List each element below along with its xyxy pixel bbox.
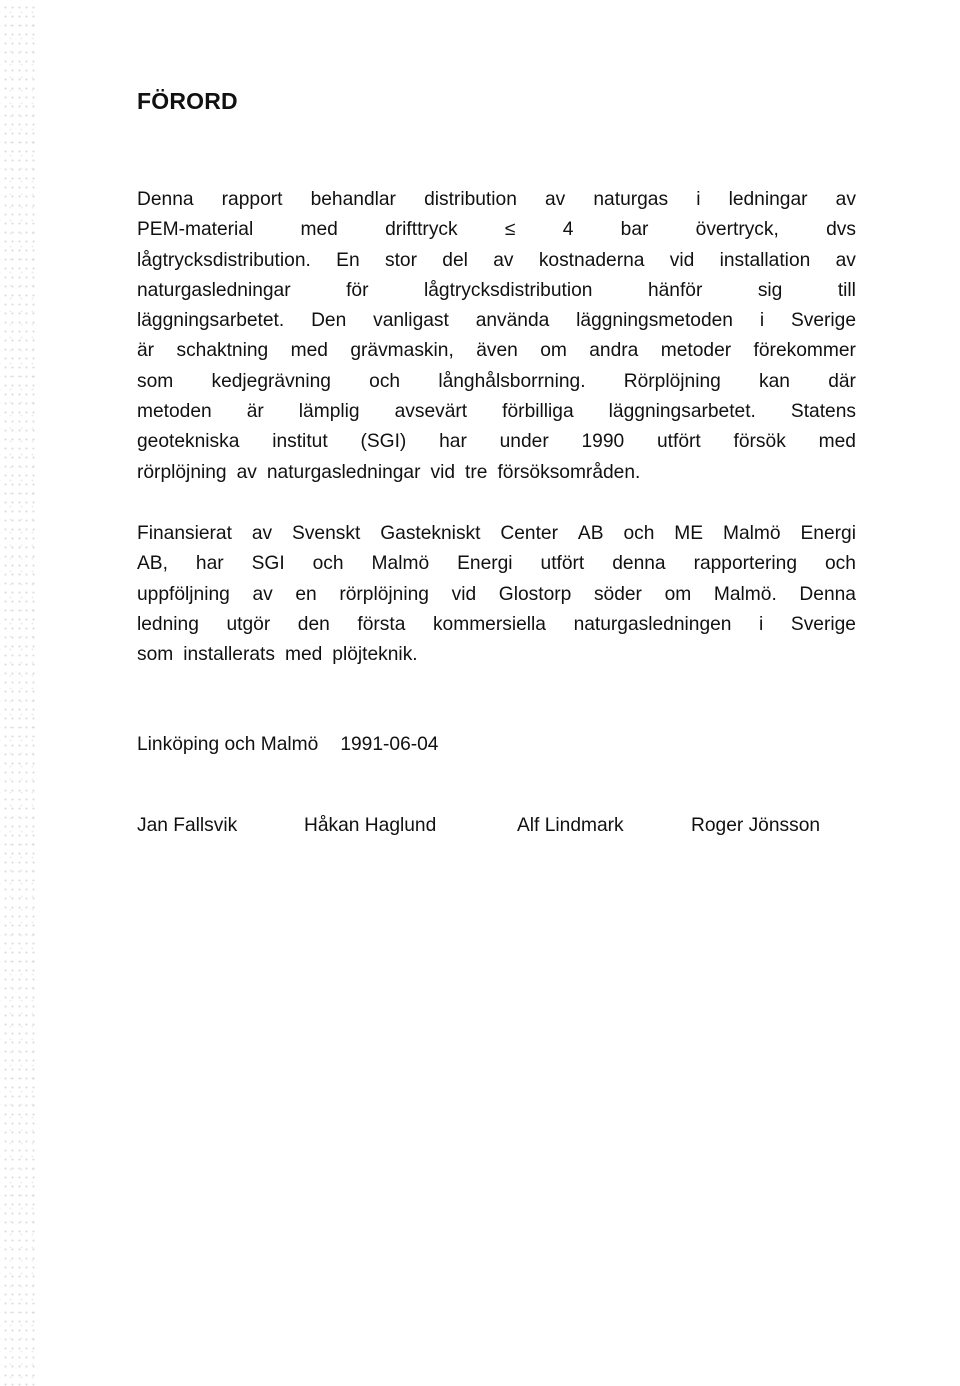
text-line: ledning utgör den första kommersiella naturgasledningen i Sverige [137,613,856,635]
text-line: är schaktning med grävmaskin, även om andra metoder förekommer [137,340,856,362]
signatory: Jan Fallsvik [137,815,238,836]
date: 1991-06-04 [340,734,439,755]
scan-edge-speckle [0,0,36,1386]
place: Linköping och Malmö [137,734,319,755]
page-title: FÖRORD [137,88,238,114]
paragraph-2 [137,519,856,670]
text-line: lågtrycksdistribution. En stor del av kostnaderna vid installation av [137,249,856,271]
text-line: som installerats med plöjteknik. [137,644,418,666]
text-line: Finansierat av Svenskt Gastekniskt Center AB och ME Malmö Energi [137,523,856,544]
text-line: naturgasledningar för lågtrycksdistribution hänför sig till [137,279,856,301]
place-date-line [137,733,438,757]
signatory: Håkan Haglund [304,815,437,836]
signatory: Alf Lindmark [517,815,624,836]
paragraph-1 [137,185,856,488]
text-line: AB, har SGI och Malmö Energi utfört denna rapportering och [137,553,856,575]
text-line: rörplöjning av naturgasledningar vid tre försöksområden. [137,461,641,483]
text-line: PEM-material med drifttryck ≤ 4 bar övertryck, dvs [137,219,856,241]
text-line: som kedjegrävning och långhålsborrning. Rörplöjning kan där [137,370,856,392]
text-line: Denna rapport behandlar distribution av naturgas i ledningar av [137,189,856,210]
signatory: Roger Jönsson [691,815,821,836]
text-line: uppföljning av en rörplöjning vid Glostorp söder om Malmö. Denna [137,583,856,605]
text-line: läggningsarbetet. Den vanligast använda läggningsmetoden i Sverige [137,310,856,332]
text-line: geotekniska institut (SGI) har under 1990 utfört försök med [137,431,856,453]
text-line: metoden är lämplig avsevärt förbilliga läggningsarbetet. Statens [137,401,856,423]
